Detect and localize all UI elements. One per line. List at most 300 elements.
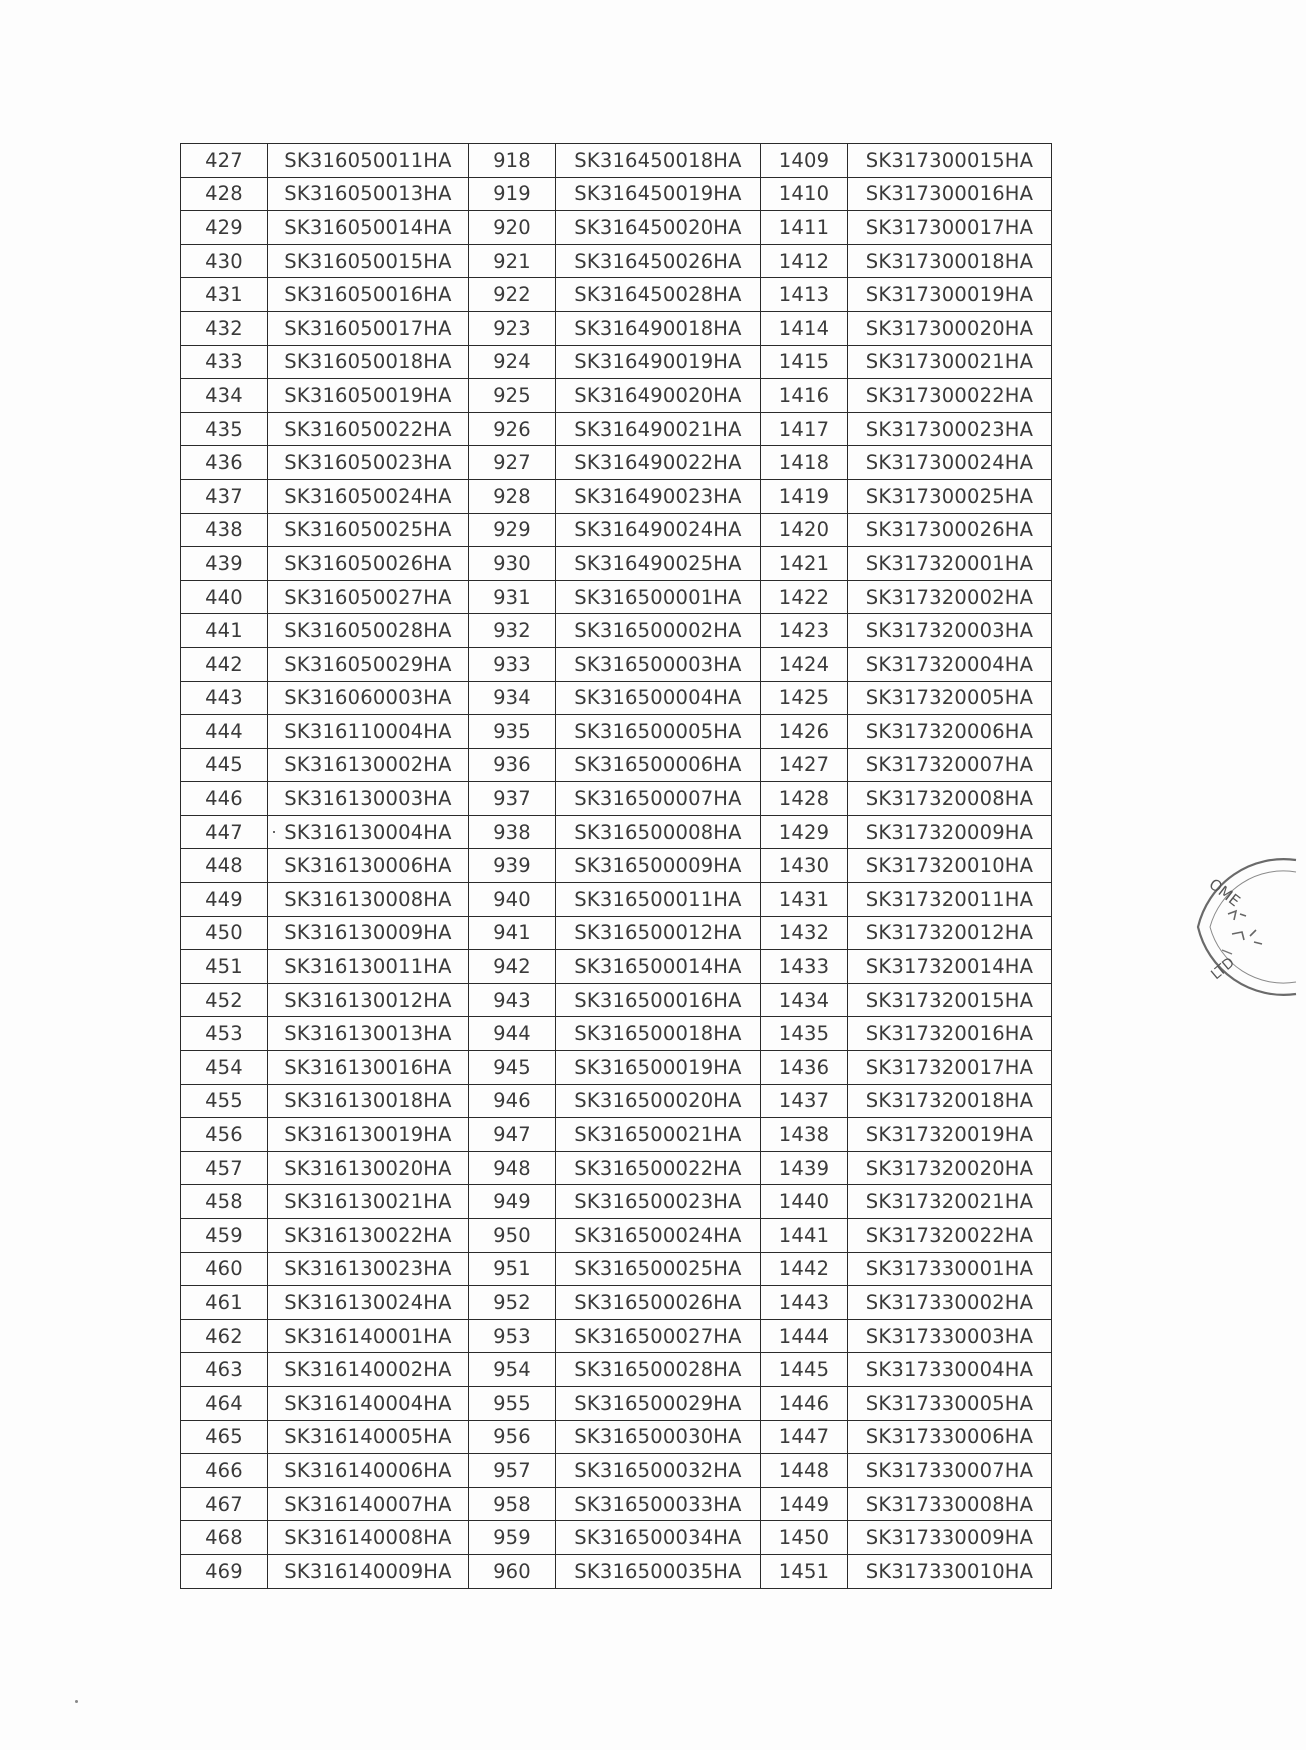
part-code-cell: SK316500014HA (556, 950, 761, 984)
row-number-cell: 429 (181, 211, 268, 245)
part-code-cell: SK316490019HA (556, 345, 761, 379)
row-number-cell: 1411 (761, 211, 848, 245)
row-number-cell: 460 (181, 1252, 268, 1286)
part-code-cell: SK317300015HA (848, 144, 1052, 178)
part-code-cell: SK317330008HA (848, 1487, 1052, 1521)
row-number-cell: 448 (181, 849, 268, 883)
part-code-cell: SK317330010HA (848, 1554, 1052, 1588)
row-number-cell: 1442 (761, 1252, 848, 1286)
table-row (181, 244, 1052, 278)
part-code-cell: SK316140001HA (268, 1319, 469, 1353)
part-code-cell: SK317300024HA (848, 446, 1052, 480)
scan-speck (75, 1700, 78, 1703)
part-code-cell: SK317320019HA (848, 1118, 1052, 1152)
row-number-cell: 464 (181, 1386, 268, 1420)
row-number-cell: 438 (181, 513, 268, 547)
table-row (181, 782, 1052, 816)
part-code-cell: SK316500034HA (556, 1521, 761, 1555)
part-code-cell: SK316050027HA (268, 580, 469, 614)
row-number-cell: 1444 (761, 1319, 848, 1353)
part-code-cell: SK316050013HA (268, 177, 469, 211)
part-code-cell: SK316050029HA (268, 647, 469, 681)
row-number-cell: 921 (469, 244, 556, 278)
part-code-cell: SK316490020HA (556, 379, 761, 413)
row-number-cell: 1412 (761, 244, 848, 278)
row-number-cell: 926 (469, 412, 556, 446)
part-code-cell: SK316500002HA (556, 614, 761, 648)
table-row (181, 446, 1052, 480)
row-number-cell: 1430 (761, 849, 848, 883)
row-number-cell: 441 (181, 614, 268, 648)
row-number-cell: 935 (469, 715, 556, 749)
part-code-cell: SK316050016HA (268, 278, 469, 312)
table-row (181, 883, 1052, 917)
part-code-cell: SK317330007HA (848, 1454, 1052, 1488)
part-code-cell: SK317330009HA (848, 1521, 1052, 1555)
row-number-cell: 1447 (761, 1420, 848, 1454)
part-code-cell: SK317330004HA (848, 1353, 1052, 1387)
table-row (181, 1185, 1052, 1219)
row-number-cell: 951 (469, 1252, 556, 1286)
row-number-cell: 939 (469, 849, 556, 883)
part-code-cell: SK317300017HA (848, 211, 1052, 245)
row-number-cell: 950 (469, 1219, 556, 1253)
part-code-cell: SK316050018HA (268, 345, 469, 379)
row-number-cell: 954 (469, 1353, 556, 1387)
row-number-cell: 1417 (761, 412, 848, 446)
part-code-cell: SK316500016HA (556, 983, 761, 1017)
row-number-cell: 453 (181, 1017, 268, 1051)
table-row (181, 614, 1052, 648)
row-number-cell: 1418 (761, 446, 848, 480)
row-number-cell: 1431 (761, 883, 848, 917)
row-number-cell: 1410 (761, 177, 848, 211)
table-row (181, 1353, 1052, 1387)
table-row (181, 715, 1052, 749)
part-code-cell: SK316450028HA (556, 278, 761, 312)
part-code-cell: SK317330005HA (848, 1386, 1052, 1420)
part-code-cell: SK316500001HA (556, 580, 761, 614)
part-code-cell: SK316130024HA (268, 1286, 469, 1320)
row-number-cell: 1445 (761, 1353, 848, 1387)
row-number-cell: 925 (469, 379, 556, 413)
row-number-cell: 1428 (761, 782, 848, 816)
part-code-cell: SK316050017HA (268, 311, 469, 345)
part-code-cell: SK317300019HA (848, 278, 1052, 312)
part-code-cell: SK316050011HA (268, 144, 469, 178)
part-code-cell: SK316500003HA (556, 647, 761, 681)
part-code-cell: SK316490024HA (556, 513, 761, 547)
part-code-cell: SK317300026HA (848, 513, 1052, 547)
row-number-cell: 427 (181, 144, 268, 178)
part-code-cell: SK316500020HA (556, 1084, 761, 1118)
row-number-cell: 922 (469, 278, 556, 312)
row-number-cell: 1416 (761, 379, 848, 413)
table-row (181, 547, 1052, 581)
part-code-cell: SK317320021HA (848, 1185, 1052, 1219)
part-code-cell: SK317300016HA (848, 177, 1052, 211)
row-number-cell: 462 (181, 1319, 268, 1353)
row-number-cell: 1439 (761, 1151, 848, 1185)
company-seal-stamp (1186, 852, 1306, 1002)
code-listing-table (180, 143, 1052, 1589)
part-code-cell: SK316050024HA (268, 479, 469, 513)
row-number-cell: 1435 (761, 1017, 848, 1051)
table-row (181, 950, 1052, 984)
part-code-cell: SK316500008HA (556, 815, 761, 849)
table-row (181, 916, 1052, 950)
row-number-cell: 469 (181, 1554, 268, 1588)
row-number-cell: 1409 (761, 144, 848, 178)
row-number-cell: 1450 (761, 1521, 848, 1555)
row-number-cell: 940 (469, 883, 556, 917)
part-code-cell: SK316500029HA (556, 1386, 761, 1420)
row-number-cell: 432 (181, 311, 268, 345)
table-row (181, 1454, 1052, 1488)
table-row (181, 1420, 1052, 1454)
part-code-cell: SK317300020HA (848, 311, 1052, 345)
part-code-cell: SK316140007HA (268, 1487, 469, 1521)
row-number-cell: 1415 (761, 345, 848, 379)
row-number-cell: 953 (469, 1319, 556, 1353)
table-row (181, 311, 1052, 345)
row-number-cell: 455 (181, 1084, 268, 1118)
part-code-cell: SK317320003HA (848, 614, 1052, 648)
row-number-cell: 919 (469, 177, 556, 211)
row-number-cell: 955 (469, 1386, 556, 1420)
seal-partial-image (1186, 852, 1306, 1002)
row-number-cell: 440 (181, 580, 268, 614)
part-code-cell: SK316130022HA (268, 1219, 469, 1253)
row-number-cell: 1438 (761, 1118, 848, 1152)
table-row (181, 412, 1052, 446)
part-code-cell: SK316140002HA (268, 1353, 469, 1387)
row-number-cell: 456 (181, 1118, 268, 1152)
part-code-cell: SK317320007HA (848, 748, 1052, 782)
part-code-cell: SK316450019HA (556, 177, 761, 211)
table-row (181, 983, 1052, 1017)
part-code-cell: SK316490018HA (556, 311, 761, 345)
table-row (181, 1051, 1052, 1085)
part-code-cell: SK317330003HA (848, 1319, 1052, 1353)
part-code-cell: SK316500025HA (556, 1252, 761, 1286)
row-number-cell: 1446 (761, 1386, 848, 1420)
table-row (181, 1554, 1052, 1588)
row-number-cell: 442 (181, 647, 268, 681)
row-number-cell: 465 (181, 1420, 268, 1454)
table-row (181, 1084, 1052, 1118)
table-body (181, 144, 1052, 1589)
row-number-cell: 936 (469, 748, 556, 782)
part-code-cell: SK316500028HA (556, 1353, 761, 1387)
row-number-cell: 466 (181, 1454, 268, 1488)
part-code-cell: SK316140005HA (268, 1420, 469, 1454)
row-number-cell: 452 (181, 983, 268, 1017)
part-code-cell: SK316050014HA (268, 211, 469, 245)
row-number-cell: 443 (181, 681, 268, 715)
table-row (181, 681, 1052, 715)
row-number-cell: 461 (181, 1286, 268, 1320)
part-code-cell: SK316130019HA (268, 1118, 469, 1152)
table-row (181, 1521, 1052, 1555)
seal-text-bottom: LTD (1208, 954, 1238, 984)
row-number-cell: 1413 (761, 278, 848, 312)
row-number-cell: 923 (469, 311, 556, 345)
part-code-cell: SK316500012HA (556, 916, 761, 950)
row-number-cell: 933 (469, 647, 556, 681)
part-code-cell: SK316450018HA (556, 144, 761, 178)
row-number-cell: 450 (181, 916, 268, 950)
row-number-cell: 1421 (761, 547, 848, 581)
part-code-cell: SK316500030HA (556, 1420, 761, 1454)
part-code-cell: SK316500026HA (556, 1286, 761, 1320)
row-number-cell: 1414 (761, 311, 848, 345)
row-number-cell: 952 (469, 1286, 556, 1320)
part-code-cell: SK317300025HA (848, 479, 1052, 513)
table-row (181, 1118, 1052, 1152)
part-code-cell: SK316500027HA (556, 1319, 761, 1353)
part-code-cell: SK316500019HA (556, 1051, 761, 1085)
table-row (181, 647, 1052, 681)
part-code-cell: SK316130020HA (268, 1151, 469, 1185)
part-code-cell: SK316490022HA (556, 446, 761, 480)
table-row (181, 345, 1052, 379)
part-code-cell: SK316050019HA (268, 379, 469, 413)
part-code-cell: SK317320022HA (848, 1219, 1052, 1253)
row-number-cell: 942 (469, 950, 556, 984)
table-row (181, 278, 1052, 312)
row-number-cell: 468 (181, 1521, 268, 1555)
part-code-cell: SK316140009HA (268, 1554, 469, 1588)
part-code-cell: SK317320015HA (848, 983, 1052, 1017)
part-code-cell: SK316050028HA (268, 614, 469, 648)
row-number-cell: 1425 (761, 681, 848, 715)
part-code-cell: SK317320014HA (848, 950, 1052, 984)
row-number-cell: 948 (469, 1151, 556, 1185)
row-number-cell: 454 (181, 1051, 268, 1085)
part-code-cell: SK317320006HA (848, 715, 1052, 749)
row-number-cell: 1440 (761, 1185, 848, 1219)
part-code-cell: SK316500007HA (556, 782, 761, 816)
row-number-cell: 918 (469, 144, 556, 178)
part-code-cell: SK317320017HA (848, 1051, 1052, 1085)
part-code-cell: SK317300023HA (848, 412, 1052, 446)
part-code-cell: SK316500022HA (556, 1151, 761, 1185)
table-row (181, 144, 1052, 178)
row-number-cell: 941 (469, 916, 556, 950)
table-row (181, 211, 1052, 245)
row-number-cell: 430 (181, 244, 268, 278)
table-row (181, 849, 1052, 883)
row-number-cell: 924 (469, 345, 556, 379)
row-number-cell: 1426 (761, 715, 848, 749)
part-code-cell: SK316140006HA (268, 1454, 469, 1488)
part-code-cell: SK316130013HA (268, 1017, 469, 1051)
part-code-cell: SK316130002HA (268, 748, 469, 782)
row-number-cell: 946 (469, 1084, 556, 1118)
table-row (181, 1151, 1052, 1185)
part-code-cell: SK316500011HA (556, 883, 761, 917)
part-code-cell: SK316130003HA (268, 782, 469, 816)
part-code-cell: SK317300021HA (848, 345, 1052, 379)
row-number-cell: 960 (469, 1554, 556, 1588)
row-number-cell: 1429 (761, 815, 848, 849)
table-row (181, 1319, 1052, 1353)
part-code-cell: SK316130016HA (268, 1051, 469, 1085)
row-number-cell: 959 (469, 1521, 556, 1555)
row-number-cell: 934 (469, 681, 556, 715)
seal-text-top: OME (1205, 874, 1244, 911)
part-code-cell: SK317320001HA (848, 547, 1052, 581)
row-number-cell: 436 (181, 446, 268, 480)
part-code-cell: SK317330002HA (848, 1286, 1052, 1320)
row-number-cell: 431 (181, 278, 268, 312)
row-number-cell: 1437 (761, 1084, 848, 1118)
row-number-cell: 451 (181, 950, 268, 984)
row-number-cell: 943 (469, 983, 556, 1017)
table-row (181, 1487, 1052, 1521)
row-number-cell: 1436 (761, 1051, 848, 1085)
part-code-cell: SK316500024HA (556, 1219, 761, 1253)
part-code-cell: SK317320009HA (848, 815, 1052, 849)
part-code-cell: SK316130023HA (268, 1252, 469, 1286)
table-row (181, 177, 1052, 211)
row-number-cell: 435 (181, 412, 268, 446)
part-code-cell: SK316500009HA (556, 849, 761, 883)
part-code-cell: SK316050023HA (268, 446, 469, 480)
row-number-cell: 428 (181, 177, 268, 211)
row-number-cell: 956 (469, 1420, 556, 1454)
table-row (181, 379, 1052, 413)
part-code-cell: SK317320020HA (848, 1151, 1052, 1185)
part-code-cell: SK316500035HA (556, 1554, 761, 1588)
table-row (181, 1252, 1052, 1286)
row-number-cell: 937 (469, 782, 556, 816)
part-code-cell: SK316130004HA (268, 815, 469, 849)
row-number-cell: 459 (181, 1219, 268, 1253)
part-code-cell: SK316050022HA (268, 412, 469, 446)
row-number-cell: 1449 (761, 1487, 848, 1521)
part-code-cell: SK316130006HA (268, 849, 469, 883)
row-number-cell: 444 (181, 715, 268, 749)
table-row (181, 1017, 1052, 1051)
row-number-cell: 1422 (761, 580, 848, 614)
part-code-cell: SK316050025HA (268, 513, 469, 547)
row-number-cell: 437 (181, 479, 268, 513)
part-code-cell: SK317320012HA (848, 916, 1052, 950)
part-code-cell: SK316050015HA (268, 244, 469, 278)
table-row (181, 1386, 1052, 1420)
row-number-cell: 957 (469, 1454, 556, 1488)
row-number-cell: 463 (181, 1353, 268, 1387)
part-code-cell: SK316500006HA (556, 748, 761, 782)
part-code-cell: SK317330001HA (848, 1252, 1052, 1286)
part-code-cell: SK316140008HA (268, 1521, 469, 1555)
row-number-cell: 439 (181, 547, 268, 581)
part-code-cell: SK316140004HA (268, 1386, 469, 1420)
part-code-cell: SK317320004HA (848, 647, 1052, 681)
part-code-cell: SK316050026HA (268, 547, 469, 581)
part-code-cell: SK317320002HA (848, 580, 1052, 614)
part-code-cell: SK317330006HA (848, 1420, 1052, 1454)
part-code-cell: SK317320018HA (848, 1084, 1052, 1118)
row-number-cell: 1424 (761, 647, 848, 681)
row-number-cell: 931 (469, 580, 556, 614)
part-code-cell: SK316130021HA (268, 1185, 469, 1219)
part-code-cell: SK316500032HA (556, 1454, 761, 1488)
part-code-cell: SK316500033HA (556, 1487, 761, 1521)
part-code-cell: SK316500018HA (556, 1017, 761, 1051)
row-number-cell: 446 (181, 782, 268, 816)
row-number-cell: 947 (469, 1118, 556, 1152)
part-code-cell: SK317300018HA (848, 244, 1052, 278)
row-number-cell: 1434 (761, 983, 848, 1017)
row-number-cell: 1420 (761, 513, 848, 547)
part-code-cell: SK317320016HA (848, 1017, 1052, 1051)
part-code-cell: SK316110004HA (268, 715, 469, 749)
row-number-cell: 945 (469, 1051, 556, 1085)
part-code-cell: SK316130008HA (268, 883, 469, 917)
row-number-cell: 1432 (761, 916, 848, 950)
part-code-cell: SK316500021HA (556, 1118, 761, 1152)
part-code-cell: SK316490021HA (556, 412, 761, 446)
row-number-cell: 449 (181, 883, 268, 917)
table-row (181, 1219, 1052, 1253)
row-number-cell: 920 (469, 211, 556, 245)
row-number-cell: 433 (181, 345, 268, 379)
table-row (181, 815, 1052, 849)
row-number-cell: 938 (469, 815, 556, 849)
table-row (181, 580, 1052, 614)
row-number-cell: 932 (469, 614, 556, 648)
row-number-cell: 1419 (761, 479, 848, 513)
part-code-cell: SK316490025HA (556, 547, 761, 581)
part-code-cell: SK316490023HA (556, 479, 761, 513)
row-number-cell: 928 (469, 479, 556, 513)
scan-dot (273, 831, 275, 833)
part-code-cell: SK316450020HA (556, 211, 761, 245)
row-number-cell: 467 (181, 1487, 268, 1521)
row-number-cell: 1448 (761, 1454, 848, 1488)
row-number-cell: 457 (181, 1151, 268, 1185)
row-number-cell: 930 (469, 547, 556, 581)
part-code-cell: SK316500004HA (556, 681, 761, 715)
row-number-cell: 445 (181, 748, 268, 782)
row-number-cell: 1451 (761, 1554, 848, 1588)
table-row (181, 748, 1052, 782)
part-code-cell: SK316500005HA (556, 715, 761, 749)
row-number-cell: 458 (181, 1185, 268, 1219)
row-number-cell: 1423 (761, 614, 848, 648)
part-code-cell: SK316130011HA (268, 950, 469, 984)
table-row (181, 513, 1052, 547)
part-code-cell: SK316130012HA (268, 983, 469, 1017)
row-number-cell: 1433 (761, 950, 848, 984)
row-number-cell: 1427 (761, 748, 848, 782)
table-row (181, 479, 1052, 513)
part-code-cell: SK317320010HA (848, 849, 1052, 883)
row-number-cell: 944 (469, 1017, 556, 1051)
table-row (181, 1286, 1052, 1320)
row-number-cell: 434 (181, 379, 268, 413)
row-number-cell: 929 (469, 513, 556, 547)
part-code-cell: SK317300022HA (848, 379, 1052, 413)
part-code-cell: SK317320011HA (848, 883, 1052, 917)
row-number-cell: 958 (469, 1487, 556, 1521)
row-number-cell: 1443 (761, 1286, 848, 1320)
row-number-cell: 927 (469, 446, 556, 480)
part-code-cell: SK316500023HA (556, 1185, 761, 1219)
